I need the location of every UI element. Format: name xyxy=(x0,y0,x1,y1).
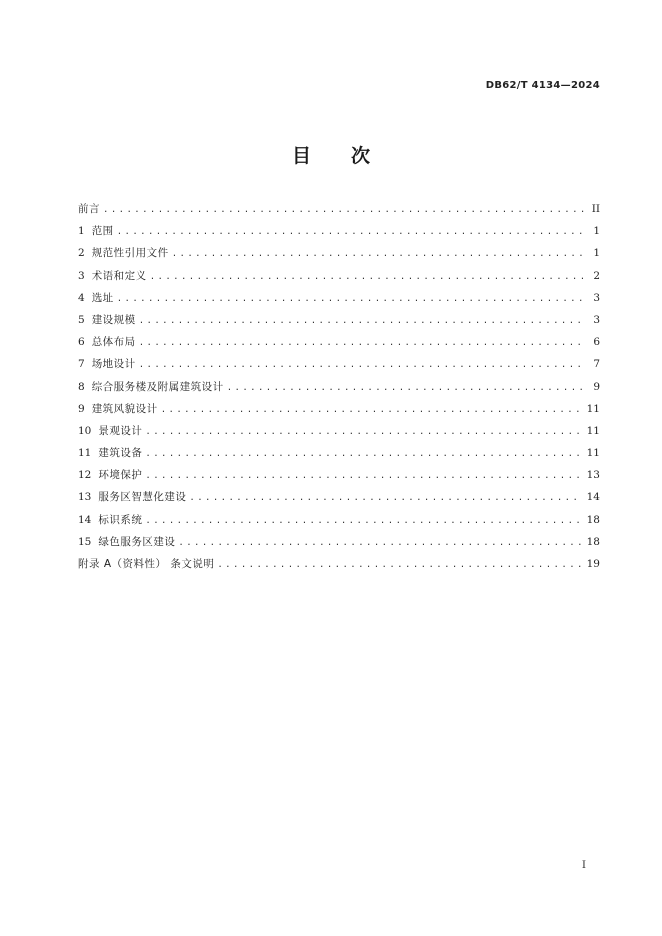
toc-leader-dots xyxy=(172,246,586,262)
toc-leader-dots xyxy=(161,402,581,418)
toc-entry[interactable] xyxy=(78,379,600,401)
toc-entry-number: 15 xyxy=(78,535,92,548)
toc-leader-dots xyxy=(145,446,580,462)
toc-entry-page: 14 xyxy=(586,491,600,504)
toc-entry-page: 7 xyxy=(593,358,600,371)
toc-entry-number: 8 xyxy=(78,380,85,393)
toc-entry-number: 10 xyxy=(78,424,92,437)
toc-entry[interactable] xyxy=(78,489,600,511)
toc-entry-number: 13 xyxy=(78,491,92,504)
toc-entry[interactable] xyxy=(78,556,600,578)
toc-entry[interactable] xyxy=(78,312,600,334)
toc-leader-dots xyxy=(178,535,580,551)
toc-leader-dots xyxy=(145,468,580,484)
toc-entry[interactable] xyxy=(78,268,600,290)
toc-entry-page: 3 xyxy=(593,313,600,326)
toc-entry-page: 2 xyxy=(593,269,600,282)
toc-leader-dots xyxy=(117,291,586,307)
toc-entry-page: 19 xyxy=(586,558,600,570)
toc-entry[interactable] xyxy=(78,201,600,223)
toc-entry-page: 3 xyxy=(593,291,600,304)
toc-entry-title: 范围 xyxy=(91,225,114,238)
toc-entry-number: 4 xyxy=(78,291,85,304)
toc-leader-dots xyxy=(145,513,580,529)
toc-entry-page: 11 xyxy=(586,447,600,460)
toc-entry-title: 建筑风貌设计 xyxy=(91,402,158,415)
toc-entry-page: 13 xyxy=(586,469,600,482)
toc-entry-title: 场地设计 xyxy=(91,358,136,371)
toc-leader-dots xyxy=(117,224,586,240)
toc-entry-page: 18 xyxy=(586,513,600,526)
toc-entry-title: 规范性引用文件 xyxy=(91,247,169,260)
toc-entry-number: 14 xyxy=(78,513,92,526)
toc-entry[interactable] xyxy=(78,401,600,423)
toc-entry-number: 2 xyxy=(78,247,85,260)
toc-leader-dots xyxy=(217,557,580,573)
toc-leader-dots xyxy=(189,490,580,506)
toc-leader-dots xyxy=(103,202,586,218)
toc-entry-number: 3 xyxy=(78,269,85,282)
toc-entry-title: 综合服务楼及附属建筑设计 xyxy=(91,380,224,393)
toc-entry-page: II xyxy=(591,203,600,215)
toc-entry-title: 标识系统 xyxy=(98,513,143,526)
toc-leader-dots xyxy=(139,357,586,373)
toc-entry-page: 1 xyxy=(593,247,600,260)
toc-entry-title: 建设规模 xyxy=(91,313,136,326)
toc-leader-dots xyxy=(139,335,586,351)
toc-entry[interactable] xyxy=(78,223,600,245)
toc-leader-dots xyxy=(139,313,586,329)
toc-entry-number: 5 xyxy=(78,313,85,326)
toc-entry-title: 建筑设备 xyxy=(98,447,143,460)
toc-entry-title: 术语和定义 xyxy=(91,269,147,282)
toc-entry[interactable] xyxy=(78,445,600,467)
toc-entry-page: 1 xyxy=(593,225,600,238)
toc-entry-page: 9 xyxy=(593,380,600,393)
table-of-contents xyxy=(78,201,600,578)
toc-entry-page: 18 xyxy=(586,535,600,548)
toc-entry-title: 环境保护 xyxy=(98,469,143,482)
toc-entry-number: 7 xyxy=(78,358,85,371)
toc-entry-title: 服务区智慧化建设 xyxy=(98,491,187,504)
toc-entry-number: 11 xyxy=(78,447,92,460)
toc-entry[interactable] xyxy=(78,290,600,312)
toc-entry-page: 11 xyxy=(586,424,600,437)
page-title: 目次 xyxy=(291,145,410,167)
page-number: I xyxy=(581,859,586,871)
toc-entry-page: 11 xyxy=(586,402,600,415)
toc-entry[interactable] xyxy=(78,245,600,267)
toc-leader-dots xyxy=(150,269,586,285)
toc-entry-number: 9 xyxy=(78,402,85,415)
toc-entry-number: 6 xyxy=(78,336,85,349)
toc-entry[interactable] xyxy=(78,423,600,445)
toc-entry[interactable] xyxy=(78,512,600,534)
document-code: DB62/T 4134—2024 xyxy=(485,80,600,91)
toc-entry-title: 附录 A（资料性） 条文说明 xyxy=(78,558,215,570)
toc-entry[interactable] xyxy=(78,534,600,556)
toc-entry-title: 选址 xyxy=(91,291,114,304)
toc-entry-title: 前言 xyxy=(78,203,100,215)
toc-entry[interactable] xyxy=(78,334,600,356)
toc-entry-title: 总体布局 xyxy=(91,336,136,349)
toc-entry[interactable] xyxy=(78,356,600,378)
toc-leader-dots xyxy=(227,380,586,396)
toc-entry-title: 景观设计 xyxy=(98,424,143,437)
toc-entry-number: 12 xyxy=(78,469,92,482)
toc-entry-page: 6 xyxy=(593,336,600,349)
toc-leader-dots xyxy=(145,424,580,440)
toc-entry-number: 1 xyxy=(78,225,85,238)
toc-entry-title: 绿色服务区建设 xyxy=(98,535,176,548)
toc-entry[interactable] xyxy=(78,467,600,489)
